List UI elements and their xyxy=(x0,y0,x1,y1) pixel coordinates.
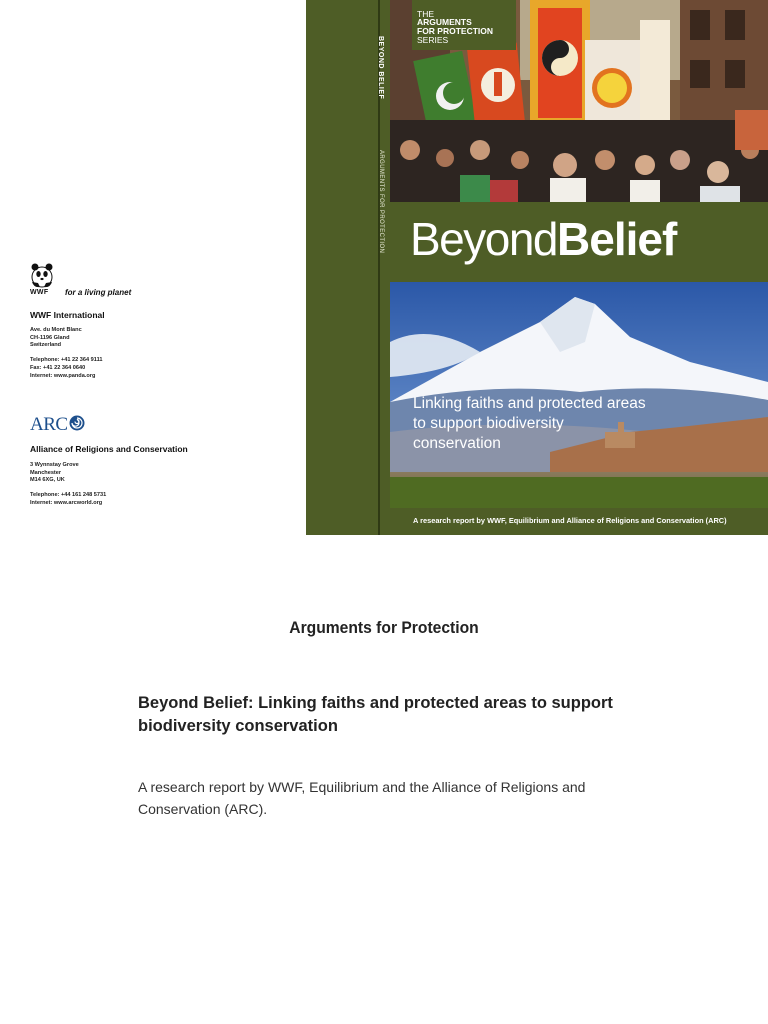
wwf-org-name: WWF International xyxy=(30,310,105,320)
spine-title: BEYOND BELIEF xyxy=(377,36,384,100)
wwf-wordmark: WWF xyxy=(30,289,49,296)
cover-caption: Linking faiths and protected areas to support biodiversity conservation xyxy=(413,395,646,452)
spine xyxy=(306,0,378,535)
cover-title: BeyondBelief xyxy=(410,213,677,265)
title-page-title: Beyond Belief: Linking faiths and protected areas to support biodiversity conservation xyxy=(138,694,613,735)
arc-swirl-icon xyxy=(69,415,85,431)
cover-footer-text: A research report by WWF, Equilibrium and Alliance of Religions and Conservation (ARC) xyxy=(413,516,727,525)
spine-subtitle: ARGUMENTS FOR PROTECTION xyxy=(378,150,384,254)
panda-icon xyxy=(30,262,54,288)
series-label: THE ARGUMENTS FOR PROTECTION SERIES xyxy=(412,0,516,50)
arc-org-name: Alliance of Religions and Conservation xyxy=(30,444,188,454)
title-page-heading: Arguments for Protection xyxy=(289,618,479,637)
arc-logo: ARC xyxy=(30,414,85,436)
arc-address: 3 Wynnstay Grove Manchester M14 6XG, UK Telephone: +44 161 248 5731 Internet: www.arcworld.org xyxy=(30,462,107,506)
title-page-report-line: A research report by WWF, Equilibrium and the Alliance of Religions and Conservation (ARC). xyxy=(138,779,586,817)
wwf-tagline: for a living planet xyxy=(65,288,132,297)
wwf-address: Ave. du Mont Blanc CH-1196 Gland Switzerland Telephone: +41 22 364 9111 Fax: +41 22 364 0640 Internet: www.panda.org xyxy=(30,327,103,379)
back-cover xyxy=(0,0,306,535)
